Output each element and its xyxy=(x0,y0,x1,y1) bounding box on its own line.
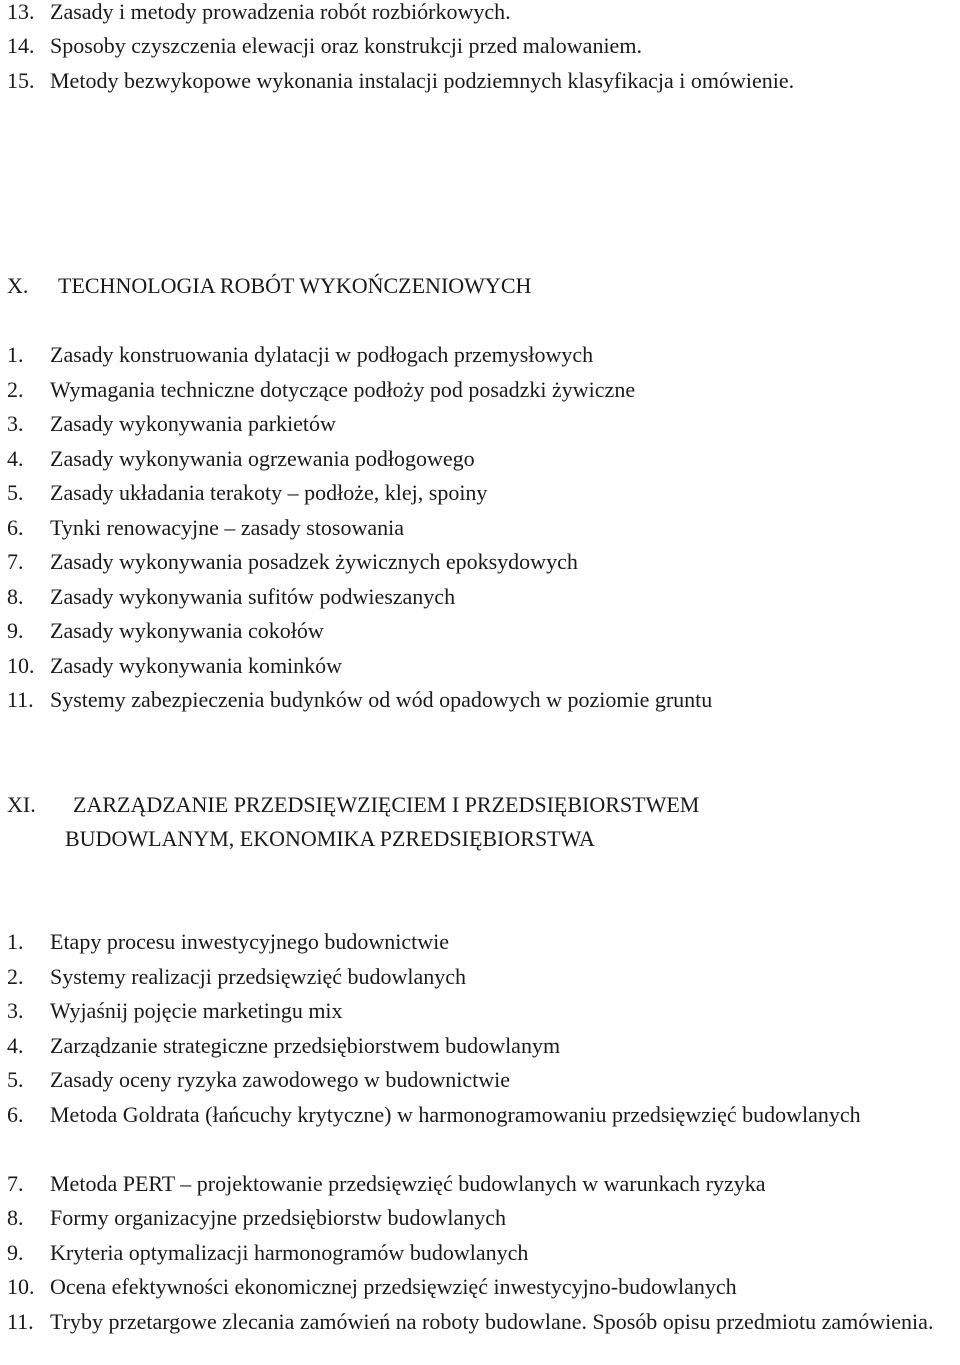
item-text: Zasady wykonywania ogrzewania podłogowego xyxy=(50,446,475,471)
item-text: Formy organizacyjne przedsiębiorstw budowlanych xyxy=(50,1205,506,1230)
item-number: 8. xyxy=(7,584,24,609)
item-number: 7. xyxy=(7,549,24,574)
item-text: Metody bezwykopowe wykonania instalacji podziemnych klasyfikacja i omówienie. xyxy=(50,68,795,93)
section-title-line1: ZARZĄDZANIE PRZEDSIĘWZIĘCIEM I PRZEDSIĘBIORSTWEM xyxy=(73,792,700,817)
item-number: 13. xyxy=(7,0,35,24)
item-number: 9. xyxy=(7,618,24,643)
item-number: 10. xyxy=(7,653,35,678)
section-title: TECHNOLOGIA ROBÓT WYKOŃCZENIOWYCH xyxy=(58,273,532,298)
item-number: 4. xyxy=(7,446,24,471)
item-text: Metoda Goldrata (łańcuchy krytyczne) w harmonogramowaniu przedsięwzięć budowlanych xyxy=(50,1102,861,1127)
item-text: Tynki renowacyjne – zasady stosowania xyxy=(50,515,405,540)
item-number: 8. xyxy=(7,1205,24,1230)
item-text: Zarządzanie strategiczne przedsiębiorstwem budowlanym xyxy=(50,1033,561,1058)
item-number: 11. xyxy=(7,687,34,712)
item-text: Zasady wykonywania cokołów xyxy=(50,618,324,643)
item-text: Zasady wykonywania parkietów xyxy=(50,411,336,436)
item-number: 6. xyxy=(7,1102,24,1127)
section-title-line2: BUDOWLANYM, EKONOMIKA PZREDSIĘBIORSTWA xyxy=(65,826,595,851)
item-text: Zasady wykonywania kominków xyxy=(50,653,343,678)
item-text: Ocena efektywności ekonomicznej przedsięwzięć inwestycyjno-budowlanych xyxy=(50,1274,737,1299)
item-text: Zasady wykonywania posadzek żywicznych epoksydowych xyxy=(50,549,578,574)
item-text: Sposoby czyszczenia elewacji oraz konstrukcji przed malowaniem. xyxy=(50,33,642,58)
item-number: 5. xyxy=(7,480,24,505)
item-text: Zasady konstruowania dylatacji w podłogach przemysłowych xyxy=(50,342,594,367)
item-number: 14. xyxy=(7,33,35,58)
item-text: Tryby przetargowe zlecania zamówień na roboty budowlane. Sposób opisu przedmiotu zamówienia. xyxy=(50,1309,934,1334)
item-text: Wymagania techniczne dotyczące podłoży pod posadzki żywiczne xyxy=(50,377,636,402)
item-number: 2. xyxy=(7,377,24,402)
item-text: Zasady wykonywania sufitów podwieszanych xyxy=(50,584,456,609)
item-text: Wyjaśnij pojęcie marketingu mix xyxy=(50,998,343,1023)
item-number: 6. xyxy=(7,515,24,540)
item-text: Zasady oceny ryzyka zawodowego w budownictwie xyxy=(50,1067,511,1092)
item-text: Zasady układania terakoty – podłoże, klej, spoiny xyxy=(50,480,488,505)
item-text: Kryteria optymalizacji harmonogramów budowlanych xyxy=(50,1240,529,1265)
item-text: Zasady i metody prowadzenia robót rozbiórkowych. xyxy=(50,0,511,24)
item-number: 15. xyxy=(7,68,35,93)
item-number: 1. xyxy=(7,929,24,954)
item-number: 3. xyxy=(7,411,24,436)
item-text: Etapy procesu inwestycyjnego budownictwie xyxy=(50,929,449,954)
section-number: XI. xyxy=(7,792,36,817)
item-number: 3. xyxy=(7,998,24,1023)
item-text: Systemy zabezpieczenia budynków od wód opadowych w poziomie gruntu xyxy=(50,687,713,712)
item-text: Metoda PERT – projektowanie przedsięwzięć budowlanych w warunkach ryzyka xyxy=(50,1171,766,1196)
item-number: 7. xyxy=(7,1171,24,1196)
item-number: 11. xyxy=(7,1309,34,1334)
section-number: X. xyxy=(7,273,29,298)
item-number: 2. xyxy=(7,964,24,989)
item-number: 9. xyxy=(7,1240,24,1265)
item-number: 4. xyxy=(7,1033,24,1058)
item-number: 10. xyxy=(7,1274,35,1299)
item-number: 1. xyxy=(7,342,24,367)
item-number: 5. xyxy=(7,1067,24,1092)
item-text: Systemy realizacji przedsięwzięć budowlanych xyxy=(50,964,467,989)
